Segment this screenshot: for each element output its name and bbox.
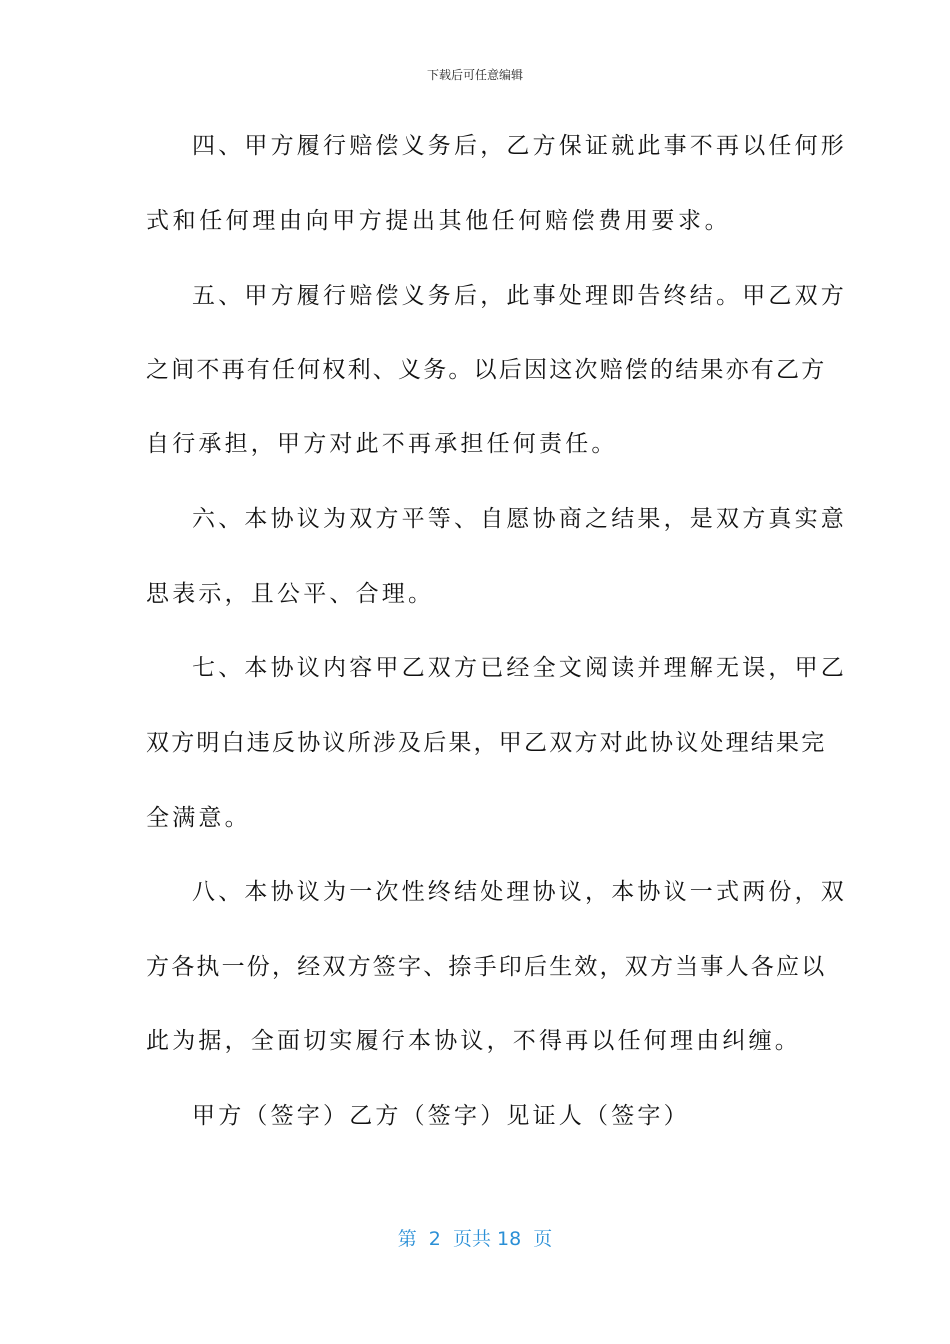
page-footer: 第 2 页共 18 页 (397, 1228, 553, 1250)
clause-6-line-2: 思表示，且公平、合理。 (146, 581, 435, 607)
clause-5-line-2: 之间不再有任何权利、义务。以后因这次赔偿的结果亦有乙方 (146, 357, 827, 383)
clause-6-line-1: 六、本协议为双方平等、自愿协商之结果，是双方真实意 (192, 506, 847, 532)
clause-4-line-1: 四、甲方履行赔偿义务后，乙方保证就此事不再以任何形 (192, 133, 847, 159)
clause-8-line-1: 八、本协议为一次性终结处理协议，本协议一式两份，双 (192, 879, 847, 905)
signature-line: 甲方（签字）乙方（签字）见证人（签字） (192, 1103, 690, 1129)
page-header: 下载后可任意编辑 (426, 68, 523, 82)
clause-7-line-1: 七、本协议内容甲乙双方已经全文阅读并理解无误，甲乙 (192, 655, 847, 681)
clause-7-line-2: 双方明白违反协议所涉及后果，甲乙双方对此协议处理结果完 (146, 730, 827, 756)
clause-5-line-3: 自行承担，甲方对此不再承担任何责任。 (146, 431, 618, 457)
clause-5-line-1: 五、甲方履行赔偿义务后，此事处理即告终结。甲乙双方 (192, 283, 847, 309)
clause-8-line-3: 此为据，全面切实履行本协议，不得再以任何理由纠缠。 (146, 1028, 801, 1054)
clause-4-line-2: 式和任何理由向甲方提出其他任何赔偿费用要求。 (146, 208, 732, 234)
clause-8-line-2: 方各执一份，经双方签字、捺手印后生效，双方当事人各应以 (146, 954, 827, 980)
clause-7-line-3: 全满意。 (146, 805, 251, 831)
